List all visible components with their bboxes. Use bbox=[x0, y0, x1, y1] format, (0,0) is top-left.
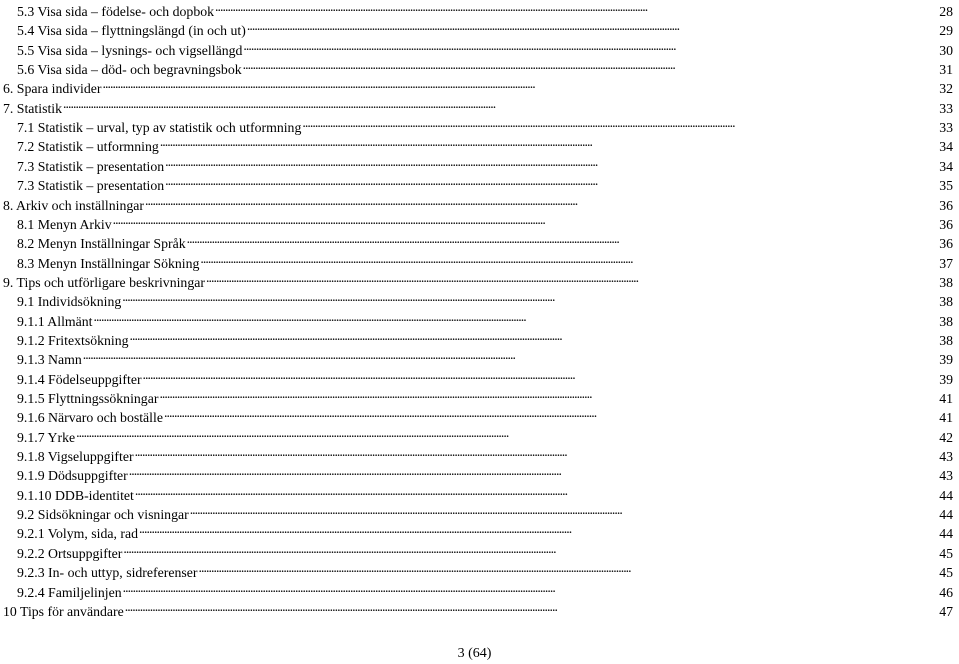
toc-entry-title: 9.1.8 Vigseluppgifter bbox=[17, 449, 134, 465]
toc-entry-page: 33 bbox=[939, 100, 953, 116]
toc-entry[interactable] bbox=[17, 500, 953, 523]
toc-entry-page: 44 bbox=[939, 487, 953, 503]
dot-leader bbox=[164, 403, 936, 422]
toc-entry[interactable] bbox=[17, 384, 953, 406]
toc-entry-page: 34 bbox=[939, 158, 953, 174]
toc-entry[interactable] bbox=[17, 326, 953, 348]
dot-leader bbox=[206, 268, 936, 287]
page-number: 3 (64) bbox=[457, 646, 492, 661]
toc-entry-page: 43 bbox=[939, 449, 953, 465]
toc-entry[interactable] bbox=[17, 442, 953, 465]
toc-entry-title: 7. Statistik bbox=[3, 100, 63, 116]
toc-entry-page: 36 bbox=[939, 216, 953, 232]
toc-entry-title: 9.1.7 Yrke bbox=[17, 429, 76, 445]
toc-entry-title: 9.1.6 Närvaro och boställe bbox=[17, 410, 163, 426]
toc-entry-page: 31 bbox=[939, 62, 953, 78]
dot-leader bbox=[122, 287, 936, 306]
dot-leader bbox=[135, 481, 936, 500]
toc-entry-title: 8. Arkiv och inställningar bbox=[3, 197, 145, 213]
toc-entry-page: 45 bbox=[939, 565, 953, 581]
toc-entry-title: 7.2 Statistik – utformning bbox=[17, 139, 159, 155]
toc-entry[interactable] bbox=[17, 578, 953, 600]
toc-entry-page: 39 bbox=[939, 371, 953, 387]
toc-entry-title: 9.1.5 Flyttningssökningar bbox=[17, 391, 159, 406]
dot-leader bbox=[113, 210, 937, 229]
toc-entry-page: 35 bbox=[939, 178, 953, 194]
dot-leader bbox=[94, 307, 937, 326]
toc-entry-title: 9.1.2 Fritextsökning bbox=[17, 332, 129, 348]
toc-entry-title: 9.2.4 Familjelinjen bbox=[17, 584, 122, 600]
toc-entry[interactable] bbox=[17, 249, 953, 271]
dot-leader bbox=[129, 461, 936, 480]
dot-leader bbox=[190, 500, 937, 519]
dot-leader bbox=[243, 36, 936, 55]
toc-entry[interactable] bbox=[3, 597, 953, 619]
toc-entry-title: 9.1.3 Namn bbox=[17, 352, 82, 368]
toc-entry-title: 8.1 Menyn Arkiv bbox=[17, 216, 112, 232]
toc-entry[interactable] bbox=[17, 152, 953, 174]
toc-entry[interactable] bbox=[17, 55, 953, 78]
toc-entry-title: 9.1.1 Allmänt bbox=[17, 313, 93, 329]
dot-leader bbox=[63, 94, 936, 113]
dot-leader bbox=[200, 249, 936, 268]
toc-entry[interactable] bbox=[17, 16, 953, 39]
toc-entry-title: 7.3 Statistik – presentation bbox=[17, 178, 165, 194]
toc-entry-title: 5.4 Visa sida – flyttningslängd (in och ut) bbox=[17, 23, 246, 39]
dot-leader bbox=[302, 113, 936, 132]
toc-entry-page: 32 bbox=[939, 81, 953, 97]
toc-entry-title: 9.1 Individsökning bbox=[17, 294, 122, 310]
toc-entry-page: 46 bbox=[939, 584, 953, 600]
toc-entry[interactable] bbox=[17, 481, 953, 503]
toc-entry-page: 38 bbox=[939, 332, 953, 348]
page-footer bbox=[0, 645, 959, 663]
toc-entry[interactable] bbox=[17, 210, 953, 232]
toc-entry-title: 10 Tips för användare bbox=[3, 603, 124, 619]
dot-leader bbox=[215, 0, 936, 16]
toc-entry-title: 9.1.9 Dödsuppgifter bbox=[17, 468, 128, 484]
dot-leader bbox=[165, 171, 936, 190]
dot-leader bbox=[130, 326, 937, 345]
dot-leader bbox=[102, 74, 936, 93]
toc-entry-page: 38 bbox=[939, 274, 953, 290]
toc-entry-page: 39 bbox=[939, 352, 953, 368]
toc-entry[interactable] bbox=[17, 0, 953, 19]
toc-entry-title: 8.3 Menyn Inställningar Sökning bbox=[17, 255, 200, 271]
dot-leader bbox=[159, 384, 936, 403]
dot-leader bbox=[145, 191, 936, 210]
toc-entry-page: 38 bbox=[939, 313, 953, 329]
toc-entry[interactable] bbox=[17, 171, 953, 194]
toc-entry-title: 9.2.2 Ortsuppgifter bbox=[17, 545, 123, 561]
toc-entry[interactable] bbox=[17, 539, 953, 561]
toc-entry-page: 47 bbox=[939, 603, 953, 619]
toc-entry-title: 9.1.10 DDB-identitet bbox=[17, 487, 134, 503]
toc-entry-page: 34 bbox=[939, 139, 953, 155]
toc-entry-title: 9. Tips och utförligare beskrivningar bbox=[3, 274, 205, 290]
toc-entry-page: 29 bbox=[939, 23, 953, 39]
toc-entry-page: 36 bbox=[939, 236, 953, 252]
dot-leader bbox=[165, 152, 936, 171]
toc-entry-title: 6. Spara individer bbox=[3, 81, 102, 97]
toc-entry-page: 41 bbox=[939, 410, 953, 426]
toc-entry-page: 37 bbox=[939, 255, 953, 271]
dot-leader bbox=[135, 442, 937, 461]
dot-leader bbox=[198, 558, 936, 577]
dot-leader bbox=[123, 578, 937, 597]
toc-entry-page: 44 bbox=[939, 526, 953, 542]
dot-leader bbox=[83, 345, 936, 364]
toc-entry[interactable] bbox=[17, 287, 953, 310]
toc-entry-page: 41 bbox=[939, 391, 953, 406]
toc-entry-title: 9.1.4 Födelseuppgifter bbox=[17, 371, 142, 387]
toc-entry[interactable] bbox=[17, 403, 953, 426]
toc-entry-page: 43 bbox=[939, 468, 953, 484]
toc-entry[interactable] bbox=[17, 365, 953, 387]
toc-entry[interactable] bbox=[17, 229, 953, 252]
toc-entry-title: 7.1 Statistik – urval, typ av statistik och utformning bbox=[17, 120, 302, 136]
toc-entry-page: 45 bbox=[939, 545, 953, 561]
toc-entry-title: 7.3 Statistik – presentation bbox=[17, 158, 165, 174]
toc-entry[interactable] bbox=[17, 36, 953, 58]
toc-entry-page: 36 bbox=[939, 197, 953, 213]
toc-entry[interactable] bbox=[17, 132, 953, 155]
toc-entry[interactable] bbox=[17, 345, 953, 368]
toc-entry-page: 42 bbox=[939, 429, 953, 445]
toc-entry-page: 33 bbox=[939, 120, 953, 136]
toc-entry-title: 9.2 Sidsökningar och visningar bbox=[17, 507, 189, 523]
toc-entry[interactable] bbox=[17, 423, 953, 445]
dot-leader bbox=[160, 132, 936, 151]
toc-entry[interactable] bbox=[17, 113, 953, 136]
dot-leader bbox=[187, 229, 937, 248]
toc-entry-title: 5.3 Visa sida – födelse- och dopbok bbox=[17, 4, 215, 19]
toc-entry-title: 5.5 Visa sida – lysnings- och vigsellängd bbox=[17, 42, 243, 58]
toc-entry-title: 9.2.3 In- och uttyp, sidreferenser bbox=[17, 565, 198, 581]
dot-leader bbox=[76, 423, 936, 442]
dot-leader bbox=[243, 55, 937, 74]
toc-entry-page: 28 bbox=[939, 4, 953, 19]
toc-entry-title: 5.6 Visa sida – död- och begravningsbok bbox=[17, 62, 242, 78]
dot-leader bbox=[125, 597, 936, 616]
toc-entry-page: 30 bbox=[939, 42, 953, 58]
toc-entry-page: 38 bbox=[939, 294, 953, 310]
toc-entry[interactable] bbox=[3, 268, 953, 290]
dot-leader bbox=[247, 16, 936, 35]
toc-entry[interactable] bbox=[17, 461, 953, 484]
dot-leader bbox=[143, 365, 937, 384]
toc-entry[interactable] bbox=[17, 558, 953, 581]
toc-entry[interactable] bbox=[3, 94, 953, 116]
toc-entry[interactable] bbox=[17, 519, 953, 542]
dot-leader bbox=[123, 539, 936, 558]
toc-entry[interactable] bbox=[3, 74, 953, 97]
toc-entry[interactable] bbox=[17, 307, 953, 329]
toc-entry[interactable] bbox=[3, 191, 953, 213]
toc-entry-title: 8.2 Menyn Inställningar Språk bbox=[17, 236, 186, 252]
toc-entry-page: 44 bbox=[939, 507, 953, 523]
dot-leader bbox=[139, 519, 936, 538]
toc-entry-title: 9.2.1 Volym, sida, rad bbox=[17, 526, 138, 542]
